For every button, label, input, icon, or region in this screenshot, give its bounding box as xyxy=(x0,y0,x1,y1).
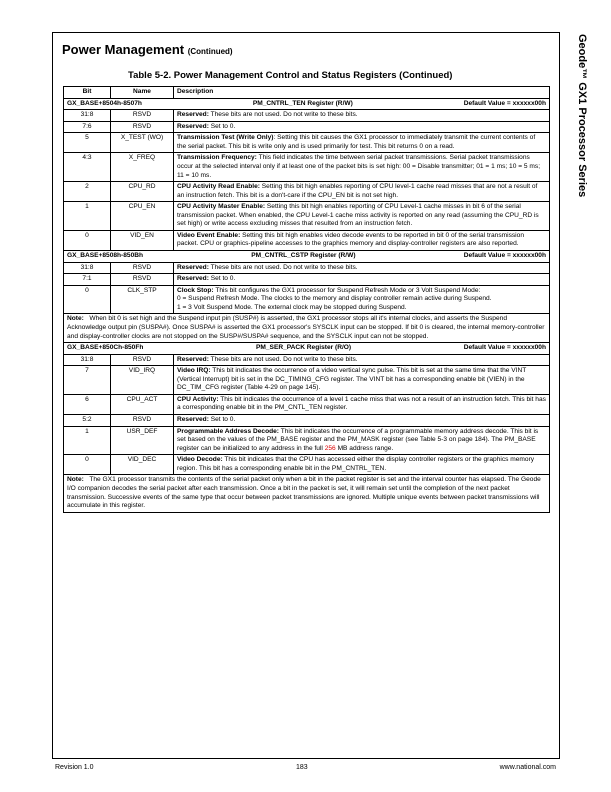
register-default: Default Value = xxxxxx00h xyxy=(463,99,546,107)
register-header-row xyxy=(64,343,550,355)
header-description: Description xyxy=(174,87,550,99)
register-default: Default Value = xxxxxx00h xyxy=(463,344,546,352)
register-address: GX_BASE+850Ch-850Fh xyxy=(67,344,144,352)
register-address: GX_BASE+8504h-8507h xyxy=(67,99,142,107)
table-row: 5:2 RSVD Reserved: Set to 0. xyxy=(64,415,550,427)
register-title: PM_CNTRL_CSTP Register (R/W) xyxy=(251,252,356,259)
table-row: 0 VID_DEC Video Decode: This bit indicates that the CPU has accessed either the display controller registers or the graphics memory region. This bit has a corresponding enable bit in the PM_CNTRL_TEN. xyxy=(64,455,550,475)
table-row: 0 CLK_STP Clock Stop: This bit configures the GX1 processor for Suspend Refresh Mode or 3 Volt Suspend Mode: 0 = Suspend Refresh Mode. The clocks to the memory and display controller remain active during Suspend. 1 = 3 Volt Suspend Mode. The external clock may be stopped during Suspend. xyxy=(64,285,550,314)
table-row: 1 USR_DEF Programmable Address Decode: This bit indicates the occurrence of a programmable memory address decode. This bit is set based on the values of the PM_BASE register and the PM_MASK register (see Table 5-3 on page 184). The PM_BASE register can be initialized to any address in the full 256 MB address range. xyxy=(64,426,550,455)
table-header-row xyxy=(64,87,550,99)
register-title: PM_CNTRL_TEN Register (R/W) xyxy=(252,99,353,107)
table-row: 2 CPU_RD CPU Activity Read Enable: Setting this bit high enables reporting of CPU level-1 cache read misses that are not a result of an instruction fetch. This bit is a don't-care if the CPU_EN bit is not set high. xyxy=(64,182,550,202)
footer-revision: Revision 1.0 xyxy=(55,764,94,771)
table-caption: Table 5-2. Power Management Control and Status Registers (Continued) xyxy=(128,70,453,81)
footer-page-number: 183 xyxy=(296,764,308,771)
table-row: 7:1 RSVD Reserved: Set to 0. xyxy=(64,274,550,286)
table-row: 1 CPU_EN CPU Activity Master Enable: Setting this bit high enables reporting of CPU Level-1 cache misses in bit 6 of the serial transmission packet. When enabled, the CPU Level-1 cache miss activity is reported on any read (assuming the CPU_RD is set high) or write access excluding misses that resulted from an instruction fetch. xyxy=(64,202,550,231)
register-address: GX_BASE+8508h-850Bh xyxy=(67,252,144,259)
table-row: 31:8 RSVD Reserved: These bits are not used. Do not write to these bits. xyxy=(64,110,550,122)
table-row: 4:3 X_FREQ Transmission Frequency: This field indicates the time between serial packet transmissions. Serial packet transmissions occur at the selected interval only if at least one of the packet bits is set high: 00 = Disable transmitter; 01 = 1 ms; 10 = 5 ms; 11 = 10 ms. xyxy=(64,153,550,182)
register-header-row xyxy=(64,98,550,110)
register-title: PM_SER_PACK Register (R/O) xyxy=(255,344,352,352)
footer-site[interactable]: www.national.com xyxy=(499,764,556,771)
side-title: Geode™ GX1 Processor Series xyxy=(576,34,588,198)
table-row: 5 X_TEST (WO) Transmission Test (Write Only): Setting this bit causes the GX1 processor to immediately transmit the current contents of the serial packet. This bit is write only and is used primarily for test. This bit returns 0 on a read. xyxy=(64,133,550,153)
table-row: 6 CPU_ACT CPU Activity: This bit indicates the occurrence of a level 1 cache miss that was not a result of an instruction fetch. This bit has a corresponding enable bit in the PM_CNTL_TEN register. xyxy=(64,394,550,414)
register-default: Default Value = xxxxxx00h xyxy=(463,252,546,259)
table-row: 31:8 RSVD Reserved: These bits are not used. Do not write to these bits. xyxy=(64,262,550,274)
note-row: Note: The GX1 processor transmits the contents of the serial packet only when a bit in the packet register is set and the interval counter has elapsed. The Geode I/O companion decodes the serial packet after each transmission. Once a bit in the packet is set, it will remain set until the completion of the next packet transmission. Successive events of the same type that occur between packet transmissions are ignored. Multiple unique events between packet transmissions will accumulate in this register. xyxy=(64,475,550,512)
table-row: 31:8 RSVD Reserved: These bits are not used. Do not write to these bits. xyxy=(64,354,550,366)
section-title: Power Management (Continued) xyxy=(62,42,233,57)
highlight-number: 256 xyxy=(324,444,336,452)
header-name: Name xyxy=(111,87,174,99)
table-row: 7:6 RSVD Reserved: Set to 0. xyxy=(64,121,550,133)
note-row: Note: When bit 0 is set high and the Suspend input pin (SUSP#) is asserted, the GX1 processor stops all it's internal clocks, and asserts the Suspend Acknowledge output pin (SUSPA#). Once SUSPA# is asserted the GX1 processor's SYSCLK input can be stopped. If bit 0 is cleared, the internal memory-controller and display-controller clocks are not stopped on the SUSP#/SUSPA# sequence, and the SYSCLK input can not be stopped. xyxy=(64,314,550,343)
register-header-row xyxy=(64,251,550,263)
register-table xyxy=(63,86,550,513)
table-row: 7 VID_IRQ Video IRQ: This bit indicates the occurrence of a video vertical sync pulse. This bit is set at the same time that the VINT (Vertical Interrupt) bit is set in the DC_TIMING_CFG register. The VINT bit has a corresponding enable bit (VIEN) in the DC_TIM_CFG register (Table 4-29 on page 145). xyxy=(64,366,550,395)
table-row: 0 VID_EN Video Event Enable: Setting this bit high enables video decode events to be reported in bit 0 of the serial transmission packet. CPU or graphics-pipeline accesses to the graphics memory and display-controller registers are also reported. xyxy=(64,230,550,250)
header-bit: Bit xyxy=(64,87,111,99)
